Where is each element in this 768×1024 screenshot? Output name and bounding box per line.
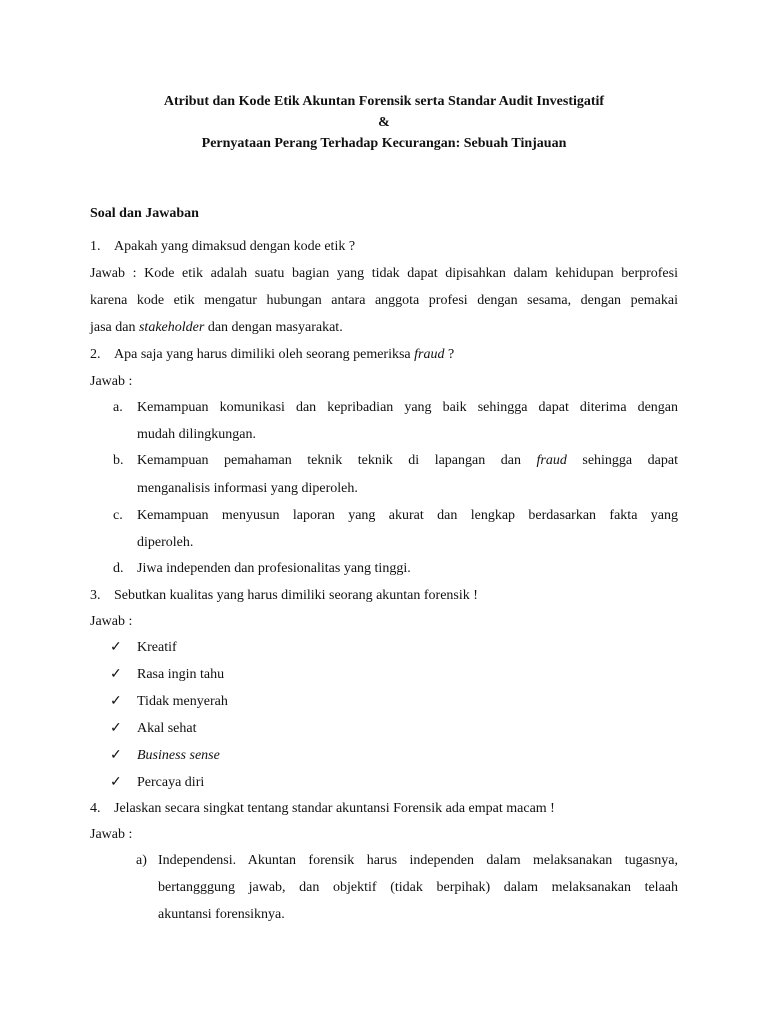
question-number: 1. bbox=[90, 239, 101, 254]
answer-2-label: Jawab : bbox=[90, 374, 133, 389]
answer-1-line-1: Jawab : Kode etik adalah suatu bagian yang tidak dapat dipisahkan dalam kehidupan berprofesi bbox=[90, 266, 678, 281]
list-item-text: Kemampuan pemahaman teknik teknik di lapangan dan bbox=[137, 453, 537, 468]
list-marker: c. bbox=[113, 508, 123, 523]
question-number: 2. bbox=[90, 347, 101, 362]
list-item-line: menganalisis informasi yang diperoleh. bbox=[137, 481, 358, 496]
list-item-line: mudah dilingkungan. bbox=[137, 427, 256, 442]
list-item-line: bertangggung jawab, dan objektif (tidak berpihak) dalam melaksanakan telaah bbox=[158, 880, 678, 895]
checklist-text: Kreatif bbox=[137, 640, 177, 655]
checkmark-icon: ✓ bbox=[110, 721, 122, 736]
list-item-line: Kemampuan komunikasi dan kepribadian yang baik sehingga dapat diterima dengan bbox=[137, 400, 678, 415]
answer-3-label: Jawab : bbox=[90, 614, 133, 629]
list-item-line: Kemampuan menyusun laporan yang akurat dan lengkap berdasarkan fakta yang bbox=[137, 508, 678, 523]
list-item-line: Jiwa independen dan profesionalitas yang tinggi. bbox=[137, 561, 411, 576]
answer-text: jasa dan bbox=[90, 320, 139, 335]
list-item-line bbox=[137, 452, 678, 470]
question-number: 3. bbox=[90, 588, 101, 603]
list-item-line: akuntansi forensiknya. bbox=[158, 907, 285, 922]
list-item-line: Independensi. Akuntan forensik harus independen dalam melaksanakan tugasnya, bbox=[158, 853, 678, 868]
question-2 bbox=[90, 346, 454, 364]
list-marker: a) bbox=[136, 853, 147, 868]
list-marker: a. bbox=[113, 400, 123, 415]
document-title-line-1: Atribut dan Kode Etik Akuntan Forensik serta Standar Audit Investigatif bbox=[163, 94, 605, 109]
question-text: Sebutkan kualitas yang harus dimiliki seorang akuntan forensik ! bbox=[114, 588, 478, 603]
checkmark-icon: ✓ bbox=[110, 694, 122, 709]
answer-italic-term: stakeholder bbox=[138, 320, 205, 335]
checkmark-icon: ✓ bbox=[110, 667, 122, 682]
question-3 bbox=[90, 587, 478, 605]
answer-1-line-3 bbox=[90, 319, 343, 337]
document-title-line-2: Pernyataan Perang Terhadap Kecurangan: Sebuah Tinjauan bbox=[201, 136, 567, 151]
checkmark-icon: ✓ bbox=[110, 775, 122, 790]
section-heading: Soal dan Jawaban bbox=[90, 206, 199, 221]
question-text: ? bbox=[444, 347, 455, 362]
checklist-text: Business sense bbox=[137, 748, 220, 763]
checklist-text: Tidak menyerah bbox=[137, 694, 228, 709]
question-1 bbox=[90, 238, 355, 256]
question-4 bbox=[90, 800, 555, 818]
question-italic-term: fraud bbox=[414, 347, 445, 362]
question-text: Jelaskan secara singkat tentang standar akuntansi Forensik ada empat macam ! bbox=[114, 801, 555, 816]
checklist-text: Akal sehat bbox=[137, 721, 197, 736]
list-marker: d. bbox=[113, 561, 124, 576]
document-title-ampersand: & bbox=[378, 115, 390, 130]
checkmark-icon: ✓ bbox=[110, 640, 122, 655]
checkmark-icon: ✓ bbox=[110, 748, 122, 763]
question-text: Apakah yang dimaksud dengan kode etik ? bbox=[114, 239, 356, 254]
checklist-text: Percaya diri bbox=[137, 775, 205, 790]
question-number: 4. bbox=[90, 801, 101, 816]
answer-1-line-2: karena kode etik mengatur hubungan antara anggota profesi dengan sesama, dengan pemakai bbox=[90, 293, 678, 308]
checklist-text: Rasa ingin tahu bbox=[137, 667, 225, 682]
list-item-line: diperoleh. bbox=[137, 535, 194, 550]
answer-4-label: Jawab : bbox=[90, 827, 133, 842]
list-item-italic-term: fraud bbox=[536, 453, 567, 468]
answer-text: dan dengan masyarakat. bbox=[204, 320, 343, 335]
question-text: Apa saja yang harus dimiliki oleh seorang pemeriksa bbox=[114, 347, 415, 362]
list-marker: b. bbox=[113, 453, 124, 468]
list-item-text: sehingga dapat bbox=[566, 453, 678, 468]
